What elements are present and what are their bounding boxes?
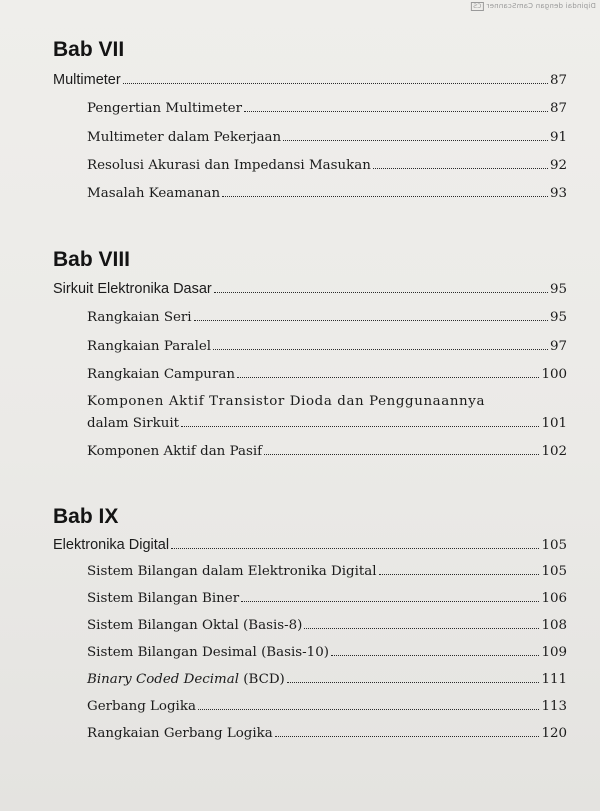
page-number: 95 [549,282,567,297]
page-number: 100 [541,367,567,382]
entry-title: Multimeter dalam Pekerjaan [87,130,282,145]
entry-title: Masalah Keamanan [87,186,221,201]
dot-leader [198,708,540,710]
dot-leader [304,627,539,629]
dot-leader [237,376,539,378]
page-number: 95 [549,310,567,325]
page-number: 106 [541,591,567,606]
dot-leader [214,291,548,293]
toc-entry[interactable] [87,726,567,741]
toc-entry[interactable] [87,645,567,660]
toc-entry[interactable] [87,591,567,606]
entry-title-italic: Binary Coded Decimal [87,672,239,687]
page-number: 93 [549,186,567,201]
entry-title: Rangkaian Campuran [87,367,235,382]
page-number: 109 [541,645,567,660]
page-number: 105 [541,538,567,553]
dot-leader [194,319,548,321]
entry-title: Rangkaian Seri [87,310,192,325]
toc-entry[interactable] [87,130,567,145]
dot-leader [222,195,548,197]
toc-chapter-elektronika-digital[interactable] [53,537,567,553]
chapter-title: Sirkuit Elektronika Dasar [53,281,212,297]
bab-7-heading: Bab VII [53,38,125,61]
page-number: 102 [541,444,567,459]
bab-8-heading: Bab VIII [53,248,131,271]
chapter-title: Multimeter [53,72,121,88]
toc-entry[interactable] [87,339,567,354]
toc-entry[interactable] [87,186,567,201]
page-number: 87 [549,73,567,88]
page-number: 87 [549,101,567,116]
toc-entry[interactable] [87,367,567,382]
chapter-title: Elektronika Digital [53,537,170,553]
entry-title: Resolusi Akurasi dan Impedansi Masukan [87,158,371,173]
dot-leader [213,348,548,350]
dot-leader [264,453,539,455]
page-number: 111 [541,672,567,687]
dot-leader [373,167,548,169]
page-number: 108 [541,618,567,633]
dot-leader [244,110,548,112]
entry-title-suffix: (BCD) [239,672,285,687]
dot-leader [379,573,540,575]
toc-chapter-sirkuit[interactable] [53,281,567,297]
page-number: 91 [549,130,567,145]
page-number: 120 [541,726,567,741]
page-number: 92 [549,158,567,173]
entry-title: Pengertian Multimeter [87,101,242,116]
toc-chapter-multimeter[interactable] [53,72,567,88]
dot-leader [275,735,540,737]
entry-title: Sistem Bilangan Oktal (Basis-8) [87,618,303,633]
page-number: 97 [549,339,567,354]
toc-entry[interactable] [87,564,567,579]
entry-title: Rangkaian Paralel [87,339,212,354]
toc-entry[interactable] [87,101,567,116]
entry-title: Sistem Bilangan Desimal (Basis-10) [87,645,329,660]
entry-title-line-1: Komponen Aktif Transistor Dioda dan Penggunaannya [87,394,486,409]
entry-title: Gerbang Logika [87,699,196,714]
dot-leader [331,654,540,656]
toc-entry[interactable] [87,672,567,687]
dot-leader [171,547,539,549]
toc-entry[interactable] [87,416,567,431]
toc-entry[interactable] [87,444,567,459]
entry-title: Sistem Bilangan dalam Elektronika Digital [87,564,377,579]
toc-entry[interactable] [87,158,567,173]
entry-title [87,672,285,687]
dot-leader [283,139,548,141]
dot-leader [287,681,540,683]
bab-9-heading: Bab IX [53,505,119,528]
entry-title: dalam Sirkuit [87,416,180,431]
watermark-text: Dipindai dengan CamScanner [486,2,596,10]
toc-entry[interactable] [87,310,567,325]
entry-title: Rangkaian Gerbang Logika [87,726,273,741]
toc-entry[interactable] [87,699,567,714]
scanner-watermark [471,2,596,11]
dot-leader [123,82,548,84]
watermark-logo-icon: CS [473,3,482,10]
page-number: 113 [541,699,567,714]
dot-leader [181,425,539,427]
toc-entry[interactable] [87,618,567,633]
page-number: 101 [541,416,567,431]
page-number: 105 [541,564,567,579]
entry-title: Sistem Bilangan Biner [87,591,240,606]
dot-leader [241,600,539,602]
entry-title: Komponen Aktif dan Pasif [87,444,263,459]
